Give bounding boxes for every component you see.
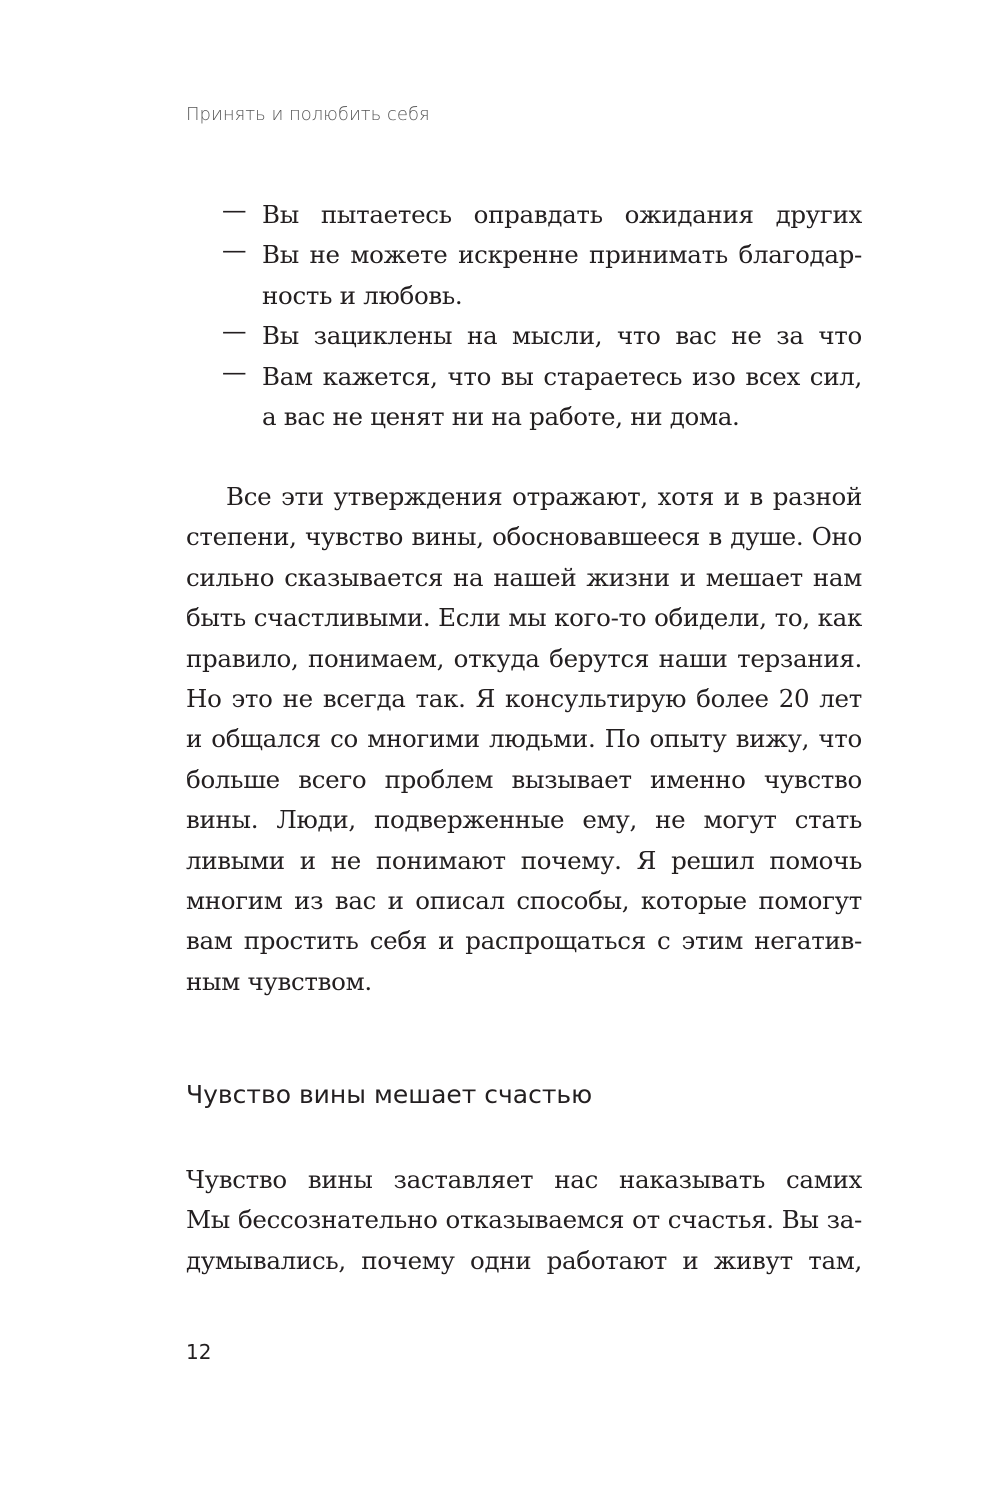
list-item — [222, 316, 862, 356]
dash: — — [222, 356, 247, 386]
section-heading: Чувство вины мешает счастью — [186, 1080, 593, 1109]
list-item-line: Вы пытаетесь оправдать ожидания других — [262, 200, 862, 229]
list-item — [222, 357, 862, 438]
bullet-list — [222, 195, 862, 437]
list-item-line: ность и любовь. — [262, 280, 463, 310]
running-header: Принять и полюбить себя — [186, 104, 430, 125]
paragraph-line: Мы бессознательно отказываемся от счастья. Вы за- — [186, 1205, 862, 1235]
paragraph-2 — [186, 1160, 862, 1281]
list-item — [222, 195, 862, 235]
paragraph-line: степени, чувство вины, обосновавшееся в душе. Оно — [186, 522, 862, 552]
dash: — — [222, 195, 247, 224]
dash: — — [222, 235, 247, 265]
list-item-line: Вам кажется, что вы стараетесь изо всех сил, — [262, 361, 862, 391]
paragraph-line: сильно сказывается на нашей жизни и мешает нам — [186, 562, 862, 592]
paragraph-line: правило, понимаем, откуда берутся наши терзания. — [186, 643, 862, 673]
paragraph-line: и общался со многими людьми. По опыту вижу, что — [186, 724, 862, 754]
list-item-line: а вас не ценят ни на работе, ни дома. — [262, 401, 740, 431]
dash: — — [222, 316, 247, 346]
paragraph-1 — [186, 477, 862, 1002]
paragraph-line: больше всего проблем вызывает именно чувство — [186, 764, 862, 794]
list-item-line: Вы не можете искренне принимать благодар- — [262, 240, 862, 270]
paragraph-line: Чувство вины заставляет нас наказывать самих — [186, 1165, 862, 1194]
paragraph-line: Но это не всегда так. Я консультирую более 20 лет — [186, 683, 862, 713]
paragraph-line: ным чувством. — [186, 966, 372, 996]
paragraph-line: вам простить себя и распрощаться с этим негатив- — [186, 926, 862, 956]
paragraph-line: быть счастливыми. Если мы кого-то обидели, то, как — [186, 603, 862, 633]
list-item — [222, 235, 862, 316]
page-number: 12 — [186, 1340, 212, 1364]
paragraph-line: Все эти утверждения отражают, хотя и в разной — [226, 482, 862, 511]
paragraph-line: ливыми и не понимают почему. Я решил помочь — [186, 845, 862, 875]
list-item-line: Вы зациклены на мысли, что вас не за что — [262, 321, 862, 351]
paragraph-line: думывались, почему одни работают и живут там, — [186, 1245, 862, 1275]
paragraph-line: вины. Люди, подверженные ему, не могут стать — [186, 805, 862, 835]
paragraph-line: многим из вас и описал способы, которые помогут — [186, 885, 862, 915]
